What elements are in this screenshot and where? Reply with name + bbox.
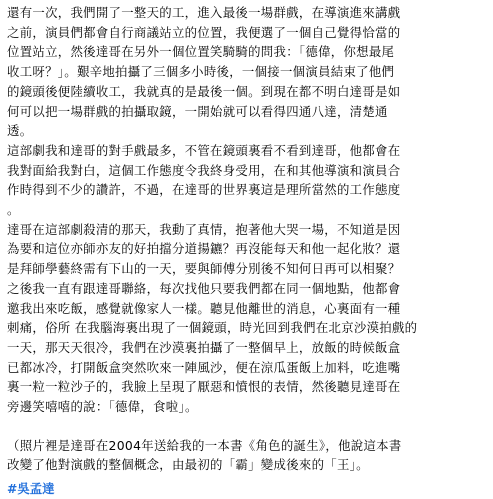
post-paragraph-1: 還有一次，我們開了一整天的工，進入最後一場群戲，在導演進來講戲 之前，演員們都會自行商議站立的位置，我便選了一個自己覺得恰當的 位置站立，然後達哥在另外一個位置笑騎騎的問我：「德偉，你想最尾 收工呀？」。艱辛地拍攝了三個多小時後，一個接一個演員結束了他們 的鏡頭後便陸續收工，我就真的是最後一個。到現在都不明白達哥是如 何可以把一場群戲的拍攝取鏡，一開始就可以看得四通八達，清楚通 透。 — [7, 5, 401, 139]
hashtag-link[interactable]: #吳孟達 — [7, 481, 55, 497]
post-body — [7, 3, 489, 499]
paragraph-spacer — [7, 417, 489, 436]
post-paragraph-3: 達哥在這部劇殺清的那天，我動了真情，抱著他大哭一場，不知道是因 為要和這位亦師亦友的好拍擋分道揚鑣？再沒能每天和他一起化妝？還 是拜師學藝終需有下山的一天，要與師傅分別後不知何日再可以相聚？ 之後我一直有跟達哥聯絡，每次找他只要我們都在同一個地點，他都會 邀我出來吃飯，感覺就像家人一樣。聽見他離世的消息，心裏面有一種 刺痛，俗所 在我腦海裏出現了一個鏡頭，時光回到我們在北京沙漠拍戲的 一天，那天天很冷，我們在沙漠裏拍攝了一整個早上，放飯的時候飯盒 已都冰冷，打開飯盒突然吹來一陣風沙，便在涼瓜蛋飯上加料，吃進嘴 裏一粒一粒沙子的，我臉上呈現了厭惡和憤恨的表情，然後聽見達哥在 旁邊笑嘻嘻的說：「德偉，食啦」。 — [7, 221, 418, 415]
post-paragraph-2: 這部劇我和達哥的對手戲最多，不管在鏡頭裏看不看到達哥，他都會在 我對面給我對白，這個工作態度令我終身受用，在和其他導演和演員合 作時得到不少的讚許，不過，在達哥的世界裏這是理所當然的工作態度 。 — [7, 142, 401, 218]
post-paragraph-4: （照片裡是達哥在2004年送給我的一本書《角色的誕生》，他說這本書 改變了他對演戲的整個概念，由最初的「霸」變成後來的「王」。 — [7, 437, 402, 473]
